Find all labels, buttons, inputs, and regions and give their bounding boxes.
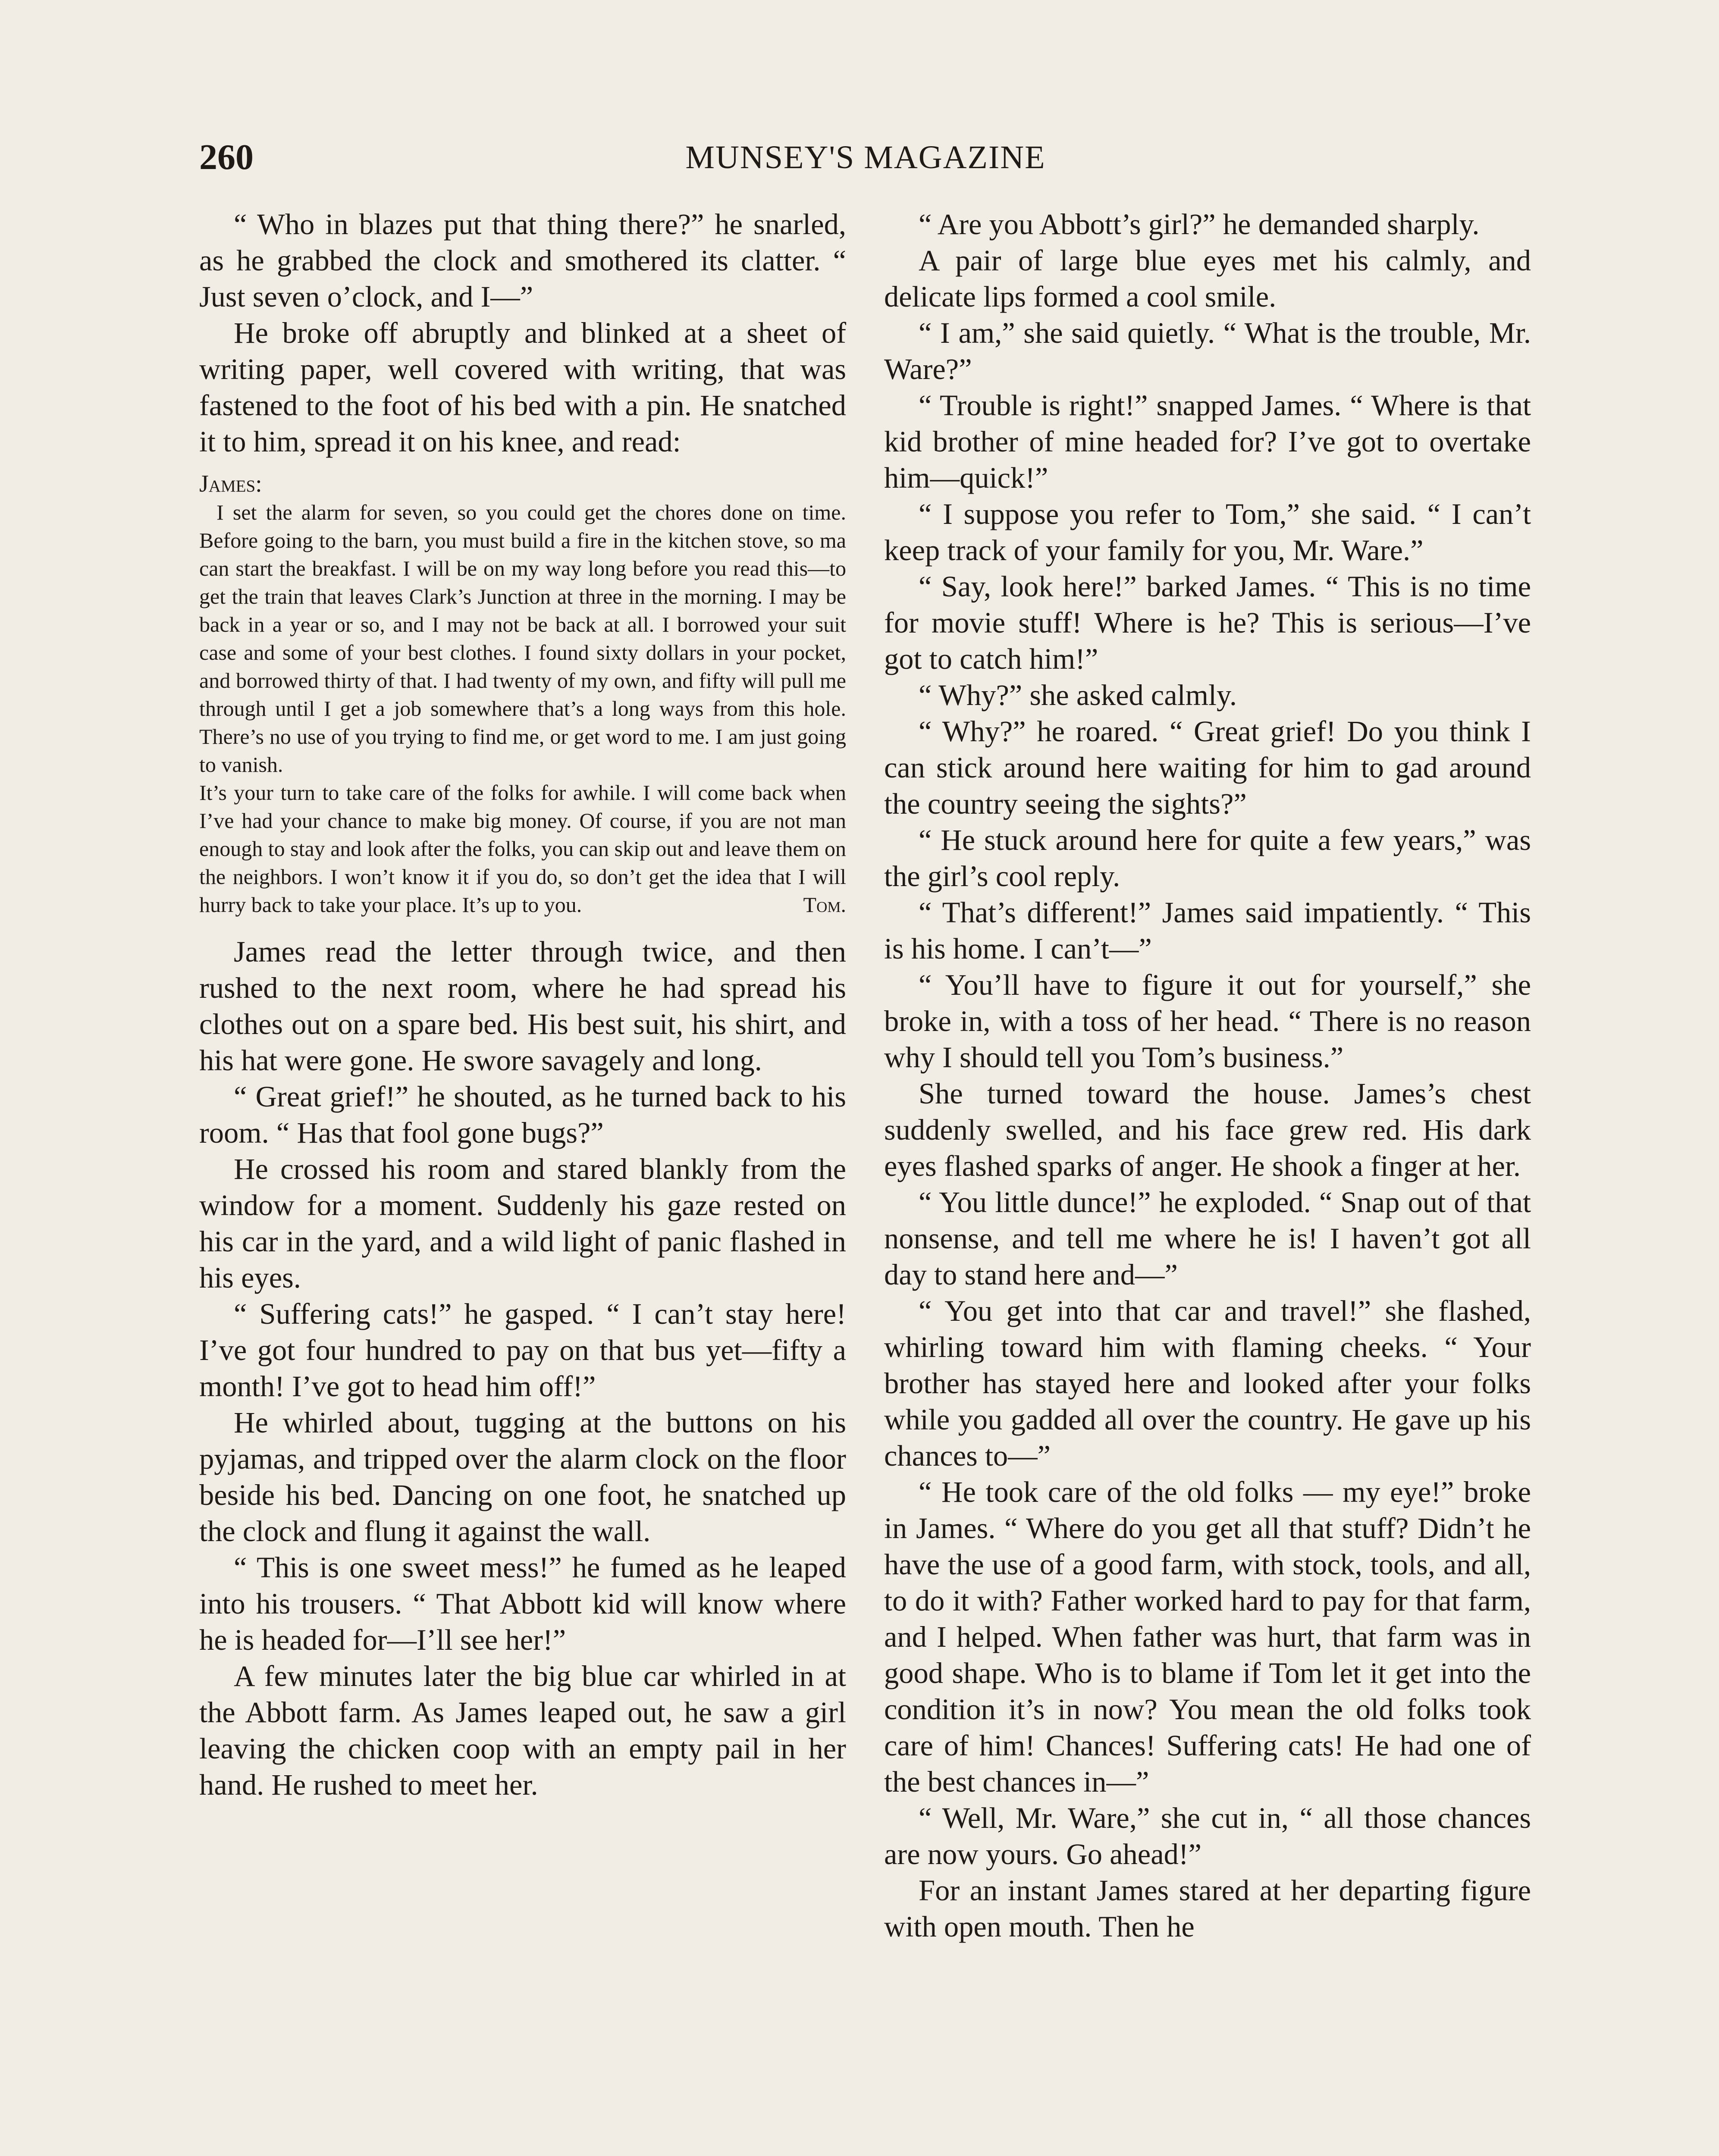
paragraph: For an instant James stared at her departing figure with open mouth. Then he bbox=[884, 1874, 1531, 1943]
letter-paragraph: I set the alarm for seven, so you could get the chores done on time. Before going to the barn, you must build a fire in the kitchen stove, so ma can start the breakfast. I will be on my way long before you read this—to get the train that leaves Clark’s Junction at three in the morning. I may be back in a year or so, and I may not be back at all. I borrowed your suit case and some of your best clothes. I found sixty dollars in your pocket, and borrowed thirty of that. I had twenty of my own, and fifty will pull me through until I get a job somewhere that’s a long ways from this hole. There’s no use of you trying to find me, or get word to me. I am just going to vanish. bbox=[199, 500, 846, 777]
page-header bbox=[199, 129, 1532, 185]
letter-paragraph-text: It’s your turn to take care of the folks for awhile. I will come back when I’ve had your chance to make big money. Of course, if you are not man enough to stay and look after the folks, you can skip out and leave them on the neighbors. I won’t know it if you do, so don’t get the idea that I will hurry back to take your place. It’s up to you. bbox=[199, 780, 846, 917]
letter-salutation: James: bbox=[199, 470, 262, 497]
paragraph: She turned toward the house. James’s chest suddenly swelled, and his face grew red. His dark eyes flashed sparks of anger. He shook a finger at her. bbox=[884, 1077, 1531, 1182]
paragraph: “ I am,” she said quietly. “ What is the trouble, Mr. Ware?” bbox=[884, 317, 1531, 385]
paragraph: “ Why?” she asked calmly. bbox=[919, 679, 1237, 711]
paragraph: “ He stuck around here for quite a few years,” was the girl’s cool reply. bbox=[884, 824, 1531, 893]
paragraph: “ This is one sweet mess!” he fumed as he leaped into his trousers. “ That Abbott kid will know where he is headed for—I’ll see her!” bbox=[199, 1551, 846, 1656]
paragraph: He whirled about, tugging at the buttons on his pyjamas, and tripped over the alarm clock on the floor beside his bed. Dancing on one foot, he snatched up the clock and flung it against the wall. bbox=[199, 1406, 846, 1548]
paragraph: A pair of large blue eyes met his calmly, and delicate lips formed a cool smile. bbox=[884, 244, 1531, 313]
letter-paragraph-last bbox=[199, 779, 846, 919]
tom-letter bbox=[199, 469, 846, 919]
paragraph: “ Great grief!” he shouted, as he turned back to his room. “ Has that fool gone bugs?” bbox=[199, 1080, 846, 1149]
page-number: 260 bbox=[199, 137, 254, 177]
paragraph: A few minutes later the big blue car whirled in at the Abbott farm. As James leaped out, he saw a girl leaving the chicken coop with an empty pail in her hand. He rushed to meet her. bbox=[199, 1660, 846, 1801]
paragraph: “ Suffering cats!” he gasped. “ I can’t stay here! I’ve got four hundred to pay on that bus yet—fifty a month! I’ve got to head him off!” bbox=[199, 1297, 846, 1403]
left-column bbox=[199, 206, 846, 1803]
paragraph: “ You little dunce!” he exploded. “ Snap out of that nonsense, and tell me where he is! I haven’t got all day to stand here and—” bbox=[884, 1186, 1531, 1291]
paragraph: “ Who in blazes put that thing there?” he snarled, as he grabbed the clock and smothered its clatter. “ Just seven o’clock, and I—” bbox=[199, 208, 846, 313]
paragraph: “ Say, look here!” barked James. “ This is no time for movie stuff! Where is he? This is serious—I’ve got to catch him!” bbox=[884, 570, 1531, 675]
right-column bbox=[884, 206, 1531, 1945]
paragraph: “ You get into that car and travel!” she flashed, whirling toward him with flaming cheeks. “ Your brother has stayed here and looked after your folks while you gadded all over the country. He gave up his chances to—” bbox=[884, 1294, 1531, 1472]
letter-signature: Tom. bbox=[803, 893, 846, 917]
paragraph: “ That’s different!” James said impatiently. “ This is his home. I can’t—” bbox=[884, 896, 1531, 965]
paragraph: He broke off abruptly and blinked at a sheet of writing paper, well covered with writing, that was fastened to the foot of his bed with a pin. He snatched it to him, spread it on his knee, and read: bbox=[199, 317, 846, 458]
magazine-title: MUNSEY'S MAGAZINE bbox=[685, 139, 1046, 175]
paragraph: “ Trouble is right!” snapped James. “ Where is that kid brother of mine headed for? I’ve got to overtake him—quick!” bbox=[884, 389, 1531, 494]
paragraph: “ Well, Mr. Ware,” she cut in, “ all those chances are now yours. Go ahead!” bbox=[884, 1802, 1531, 1871]
paragraph: James read the letter through twice, and then rushed to the next room, where he had spread his clothes out on a spare bed. His best suit, his shirt, and his hat were gone. He swore savagely and long. bbox=[199, 935, 846, 1077]
paragraph: “ He took care of the old folks — my eye!” broke in James. “ Where do you get all that stuff? Didn’t he have the use of a good farm, with stock, tools, and all, to do it with? Father worked hard to pay for that farm, and I helped. When father was hurt, that farm was in good shape. Who is to blame if Tom let it get into the condition it’s in now? You mean the old folks took care of him! Chances! Suffering cats! He had one of the best chances in—” bbox=[884, 1476, 1531, 1798]
paragraph: “ You’ll have to figure it out for yourself,” she broke in, with a toss of her head. “ There is no reason why I should tell you Tom’s business.” bbox=[884, 968, 1531, 1074]
paragraph: “ Why?” he roared. “ Great grief! Do you think I can stick around here waiting for him to gad around the country seeing the sights?” bbox=[884, 715, 1531, 820]
paragraph: “ I suppose you refer to Tom,” she said. “ I can’t keep track of your family for you, Mr. Ware.” bbox=[884, 498, 1531, 567]
paragraph: He crossed his room and stared blankly from the window for a moment. Suddenly his gaze rested on his car in the yard, and a wild light of panic flashed in his eyes. bbox=[199, 1153, 846, 1294]
paragraph: “ Are you Abbott’s girl?” he demanded sharply. bbox=[919, 208, 1480, 241]
